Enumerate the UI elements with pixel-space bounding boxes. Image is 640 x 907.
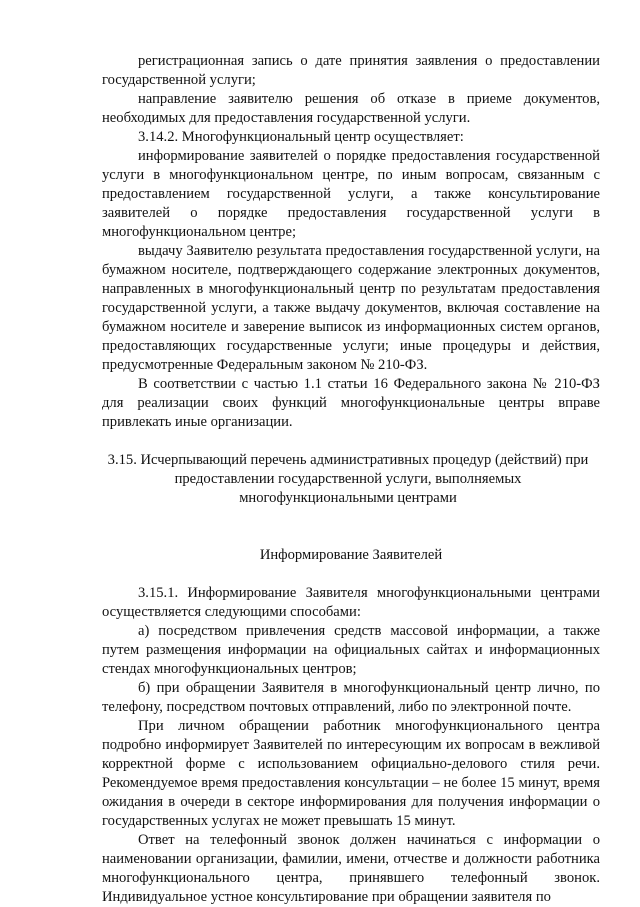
paragraph-registration-record: регистрационная запись о дате принятия заявления о предоставлении государственной услуги;: [102, 53, 600, 88]
spacer: [102, 508, 600, 546]
paragraph-issuing-result: выдачу Заявителю результата предоставления государственной услуги, на бумажном носителе, подтверждающего содержание электронных документов, направленных в многофункциональный центр по результатам предоставления государственной услуги, а также выдачу документов, включая составление на бумажном носителе и заверение выписок из информационных систем органов, предоставляющих государственные услуги; иные процедуры и действия, предусмотренные Федеральным законом № 210-ФЗ.: [102, 243, 600, 373]
subheading-informing: Информирование Заявителей: [259, 547, 443, 563]
paragraph-item-b: б) при обращении Заявителя в многофункциональный центр лично, по телефону, посредством почтовых отправлений, либо по электронной почте.: [102, 680, 600, 715]
paragraph-3-15-1: 3.15.1. Информирование Заявителя многофункциональными центрами осуществляется следующими способами:: [102, 585, 600, 620]
paragraph-phone-call: Ответ на телефонный звонок должен начинаться с информации о наименовании организации, фамилии, имени, отчестве и должности работника многофункционального центра, принявшего телефонный звонок. Индивидуальное устное консультирование при обращении заявителя по: [102, 832, 600, 905]
paragraph-3-14-2: 3.14.2. Многофункциональный центр осуществляет:: [138, 129, 464, 145]
paragraph-informing-applicants: информирование заявителей о порядке предоставления государственной услуги в многофункциональном центре, по иным вопросам, связанным с предоставлением государственной услуги, а также консультирование заявителей о порядке предоставления государственной услуги в многофункциональном центре;: [102, 148, 600, 240]
spacer: [102, 432, 600, 451]
paragraph-law-reference: В соответствии с частью 1.1 статьи 16 Федерального закона № 210-ФЗ для реализации своих функций многофункциональные центры вправе привлекать иные организации.: [102, 376, 600, 430]
paragraph-personal-visit: При личном обращении работник многофункционального центра подробно информирует Заявителей по интересующим их вопросам в вежливой корректной форме с использованием официально-делового стиля речи. Рекомендуемое время предоставления консультации – не более 15 минут, время ожидания в очереди в секторе информирования для получения информации о государственных услугах не может превышать 15 минут.: [102, 718, 600, 829]
section-heading-3-15: 3.15. Исчерпывающий перечень административных процедур (действий) при предоставлении государственной услуги, выполняемых многофункциональными центрами: [107, 452, 589, 506]
spacer: [102, 565, 600, 584]
paragraph-item-a: а) посредством привлечения средств массовой информации, а также путем размещения информации на официальных сайтах и информационных стендах многофункциональных центров;: [102, 623, 600, 677]
paragraph-refusal-notice: направление заявителю решения об отказе в приеме документов, необходимых для предоставления государственной услуги.: [102, 91, 600, 126]
